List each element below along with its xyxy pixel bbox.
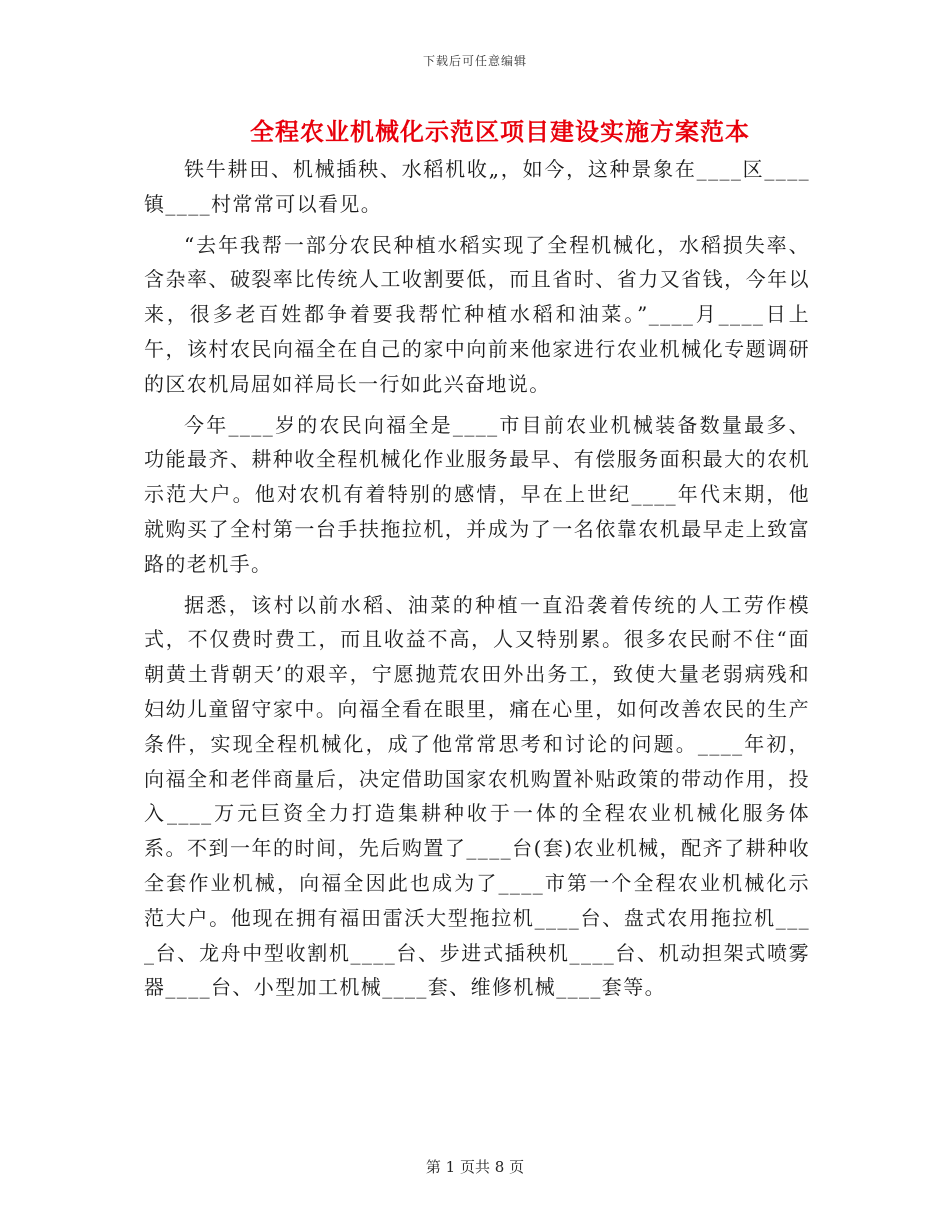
document-title: 全程农业机械化示范区项目建设实施方案范本 xyxy=(250,117,750,146)
body-paragraph: 今年____岁的农民向福全是____市目前农业机械装备数量最多、功能最齐、耕种收全程机械化作业服务最早、有偿服务面积最大的农机示范大户。他对农机有着特别的感情，早在上世纪____年代末期，他就购买了全村第一台手扶拖拉机，并成为了一名依靠农机最早走上致富路的老机手。 xyxy=(144,412,810,576)
page-number-footer: 第 1 页共 8 页 xyxy=(425,1158,525,1176)
body-paragraph: “去年我帮一部分农民种植水稻实现了全程机械化，水稻损失率、含杂率、破裂率比传统人工收割要低，而且省时、省力又省钱，今年以来，很多老百姓都争着要我帮忙种植水稻和油菜。”____月____日上午，该村农民向福全在自己的家中向前来他家进行农业机械化专题调研的区农机局屈如祥局长一行如此兴奋地说。 xyxy=(144,232,810,396)
body-paragraph: 据悉，该村以前水稻、油菜的种植一直沿袭着传统的人工劳作模式，不仅费时费工，而且收益不高，人又特别累。很多农民耐不住“面朝黄土背朝天’的艰辛，宁愿抛荒农田外出务工，致使大量老弱病残和妇幼儿童留守家中。向福全看在眼里，痛在心里，如何改善农民的生产条件，实现全程机械化，成了他常常思考和讨论的问题。____年初，向福全和老伴商量后，决定借助国家农机购置补贴政策的带动作用，投入____万元巨资全力打造集耕种收于一体的全程农业机械化服务体系。不到一年的时间，先后购置了____台(套)农业机械，配齐了耕种收全套作业机械，向福全因此也成为了____市第一个全程农业机械化示范大户。他现在拥有福田雷沃大型拖拉机____台、盘式农用拖拉机____台、龙舟中型收割机____台、步进式插秧机____台、机动担架式喷雾器____台、小型加工机械____套、维修机械____套等。 xyxy=(144,592,810,1000)
document-body xyxy=(144,152,810,1011)
page-header-note: 下载后可任意编辑 xyxy=(422,54,527,68)
body-paragraph: 铁牛耕田、机械插秧、水稻机收„，如今，这种景象在____区____镇____村常常可以看见。 xyxy=(144,157,810,216)
